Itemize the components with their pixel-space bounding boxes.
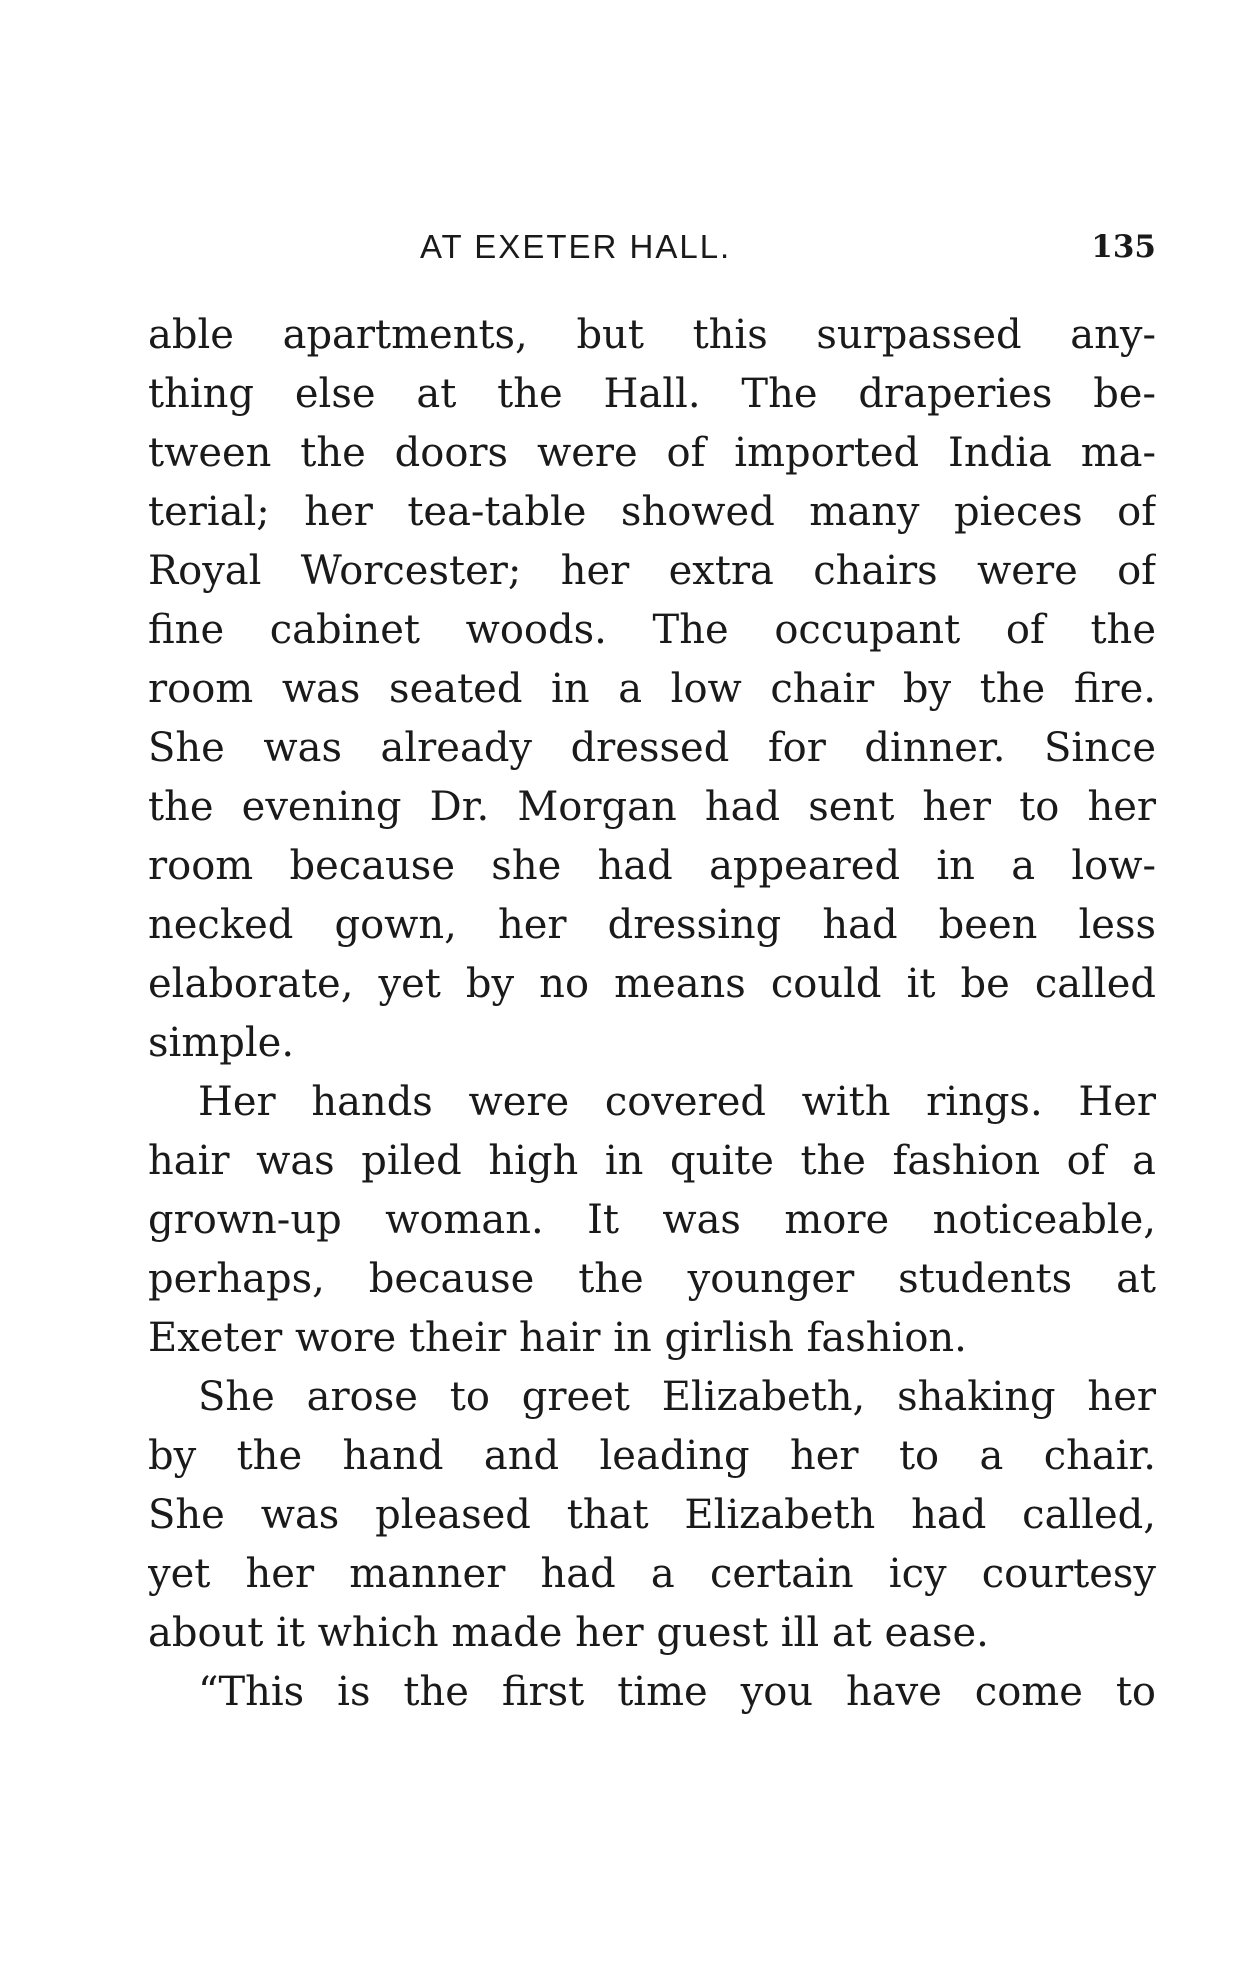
text-line: perhaps, because the younger students at [148, 1256, 1156, 1302]
text-line: grown-up woman. It was more noticeable, [148, 1197, 1156, 1243]
text-line: Her hands were covered with rings. Her [198, 1079, 1156, 1125]
text-line: by the hand and leading her to a chair. [148, 1433, 1156, 1479]
text-line: terial; her tea-table showed many pieces of [148, 489, 1156, 535]
body-text [148, 306, 1156, 1722]
text-line: about it which made her guest ill at ease. [148, 1610, 989, 1656]
text-line: necked gown, her dressing had been less [148, 902, 1156, 948]
text-line: simple. [148, 1020, 295, 1066]
text-line: able apartments, but this surpassed any- [148, 312, 1156, 358]
text-line: She arose to greet Elizabeth, shaking her [198, 1374, 1156, 1420]
text-line: hair was piled high in quite the fashion of a [148, 1138, 1156, 1184]
text-line: the evening Dr. Morgan had sent her to her [148, 784, 1156, 830]
running-head [148, 222, 1156, 272]
text-line: room was seated in a low chair by the fire. [148, 666, 1156, 712]
page-number: 135 [1091, 229, 1156, 265]
running-title: AT EXETER HALL. [420, 228, 732, 265]
text-line: elaborate, yet by no means could it be called [148, 961, 1156, 1007]
text-line: fine cabinet woods. The occupant of the [148, 607, 1156, 653]
text-line: She was pleased that Elizabeth had called, [148, 1492, 1156, 1538]
text-line: tween the doors were of imported India ma- [148, 430, 1156, 476]
text-line: Royal Worcester; her extra chairs were of [148, 548, 1156, 594]
text-line: She was already dressed for dinner. Since [148, 725, 1156, 771]
text-line: room because she had appeared in a low- [148, 843, 1156, 889]
text-line: yet her manner had a certain icy courtesy [148, 1551, 1156, 1597]
text-line: thing else at the Hall. The draperies be- [148, 371, 1156, 417]
text-line: “This is the first time you have come to [198, 1669, 1156, 1715]
text-line: Exeter wore their hair in girlish fashion. [148, 1315, 967, 1361]
